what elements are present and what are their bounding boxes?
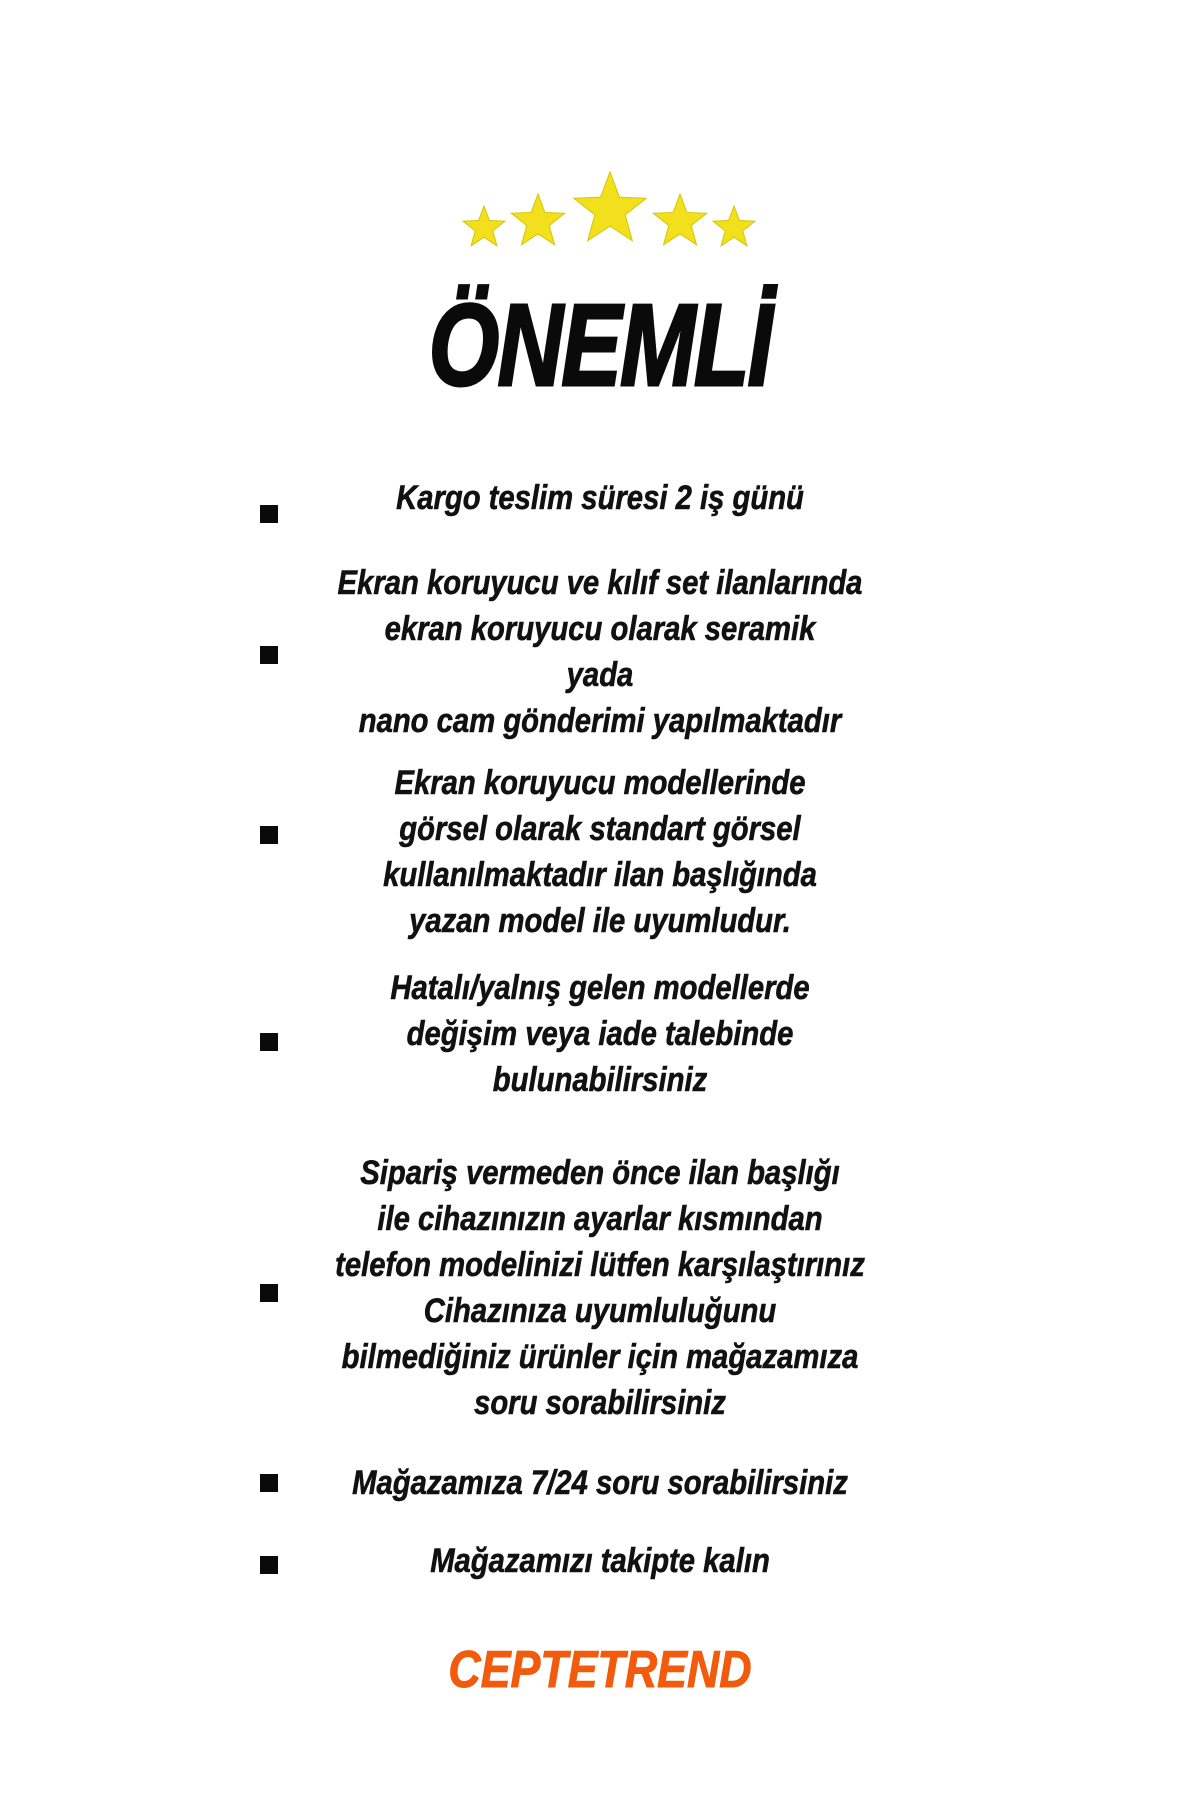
brand-logo-text: CEPTETREND <box>448 1641 752 1699</box>
notice-text: Ekran koruyucu modellerinde görsel olarak standart görsel kullanılmaktadır ilan başlığında yazan model ile uyumludur. <box>383 764 817 940</box>
bullet-square-icon <box>260 505 278 523</box>
bullet-square-icon <box>260 1284 278 1302</box>
bullet-square-icon <box>260 1033 278 1051</box>
notice-text: Mağazamızı takipte kalın <box>430 1542 770 1580</box>
bullet-square-icon <box>260 826 278 844</box>
notice-text: Mağazamıza 7/24 soru sorabilirsiniz <box>352 1464 848 1502</box>
notice-text: Sipariş vermeden önce ilan başlığı ile cihazınızın ayarlar kısmından telefon modelinizi lütfen karşılaştırınız Cihazınıza uyumluluğunu bilmediğiniz ürünler için mağazamıza soru sorabilirsiniz <box>335 1154 865 1422</box>
notice-text: Kargo teslim süresi 2 iş günü <box>396 479 804 517</box>
notice-text: Ekran koruyucu ve kılıf set ilanlarında ekran koruyucu olarak seramik yada nano cam gönderimi yapılmaktadır <box>337 564 863 740</box>
page-title: ÖNEMLİ <box>428 280 772 410</box>
bullet-square-icon <box>260 1474 278 1492</box>
bullet-square-icon <box>260 1556 278 1574</box>
bullet-square-icon <box>260 646 278 664</box>
notice-text: Hatalı/yalnış gelen modellerde değişim veya iade talebinde bulunabilirsiniz <box>390 969 810 1099</box>
